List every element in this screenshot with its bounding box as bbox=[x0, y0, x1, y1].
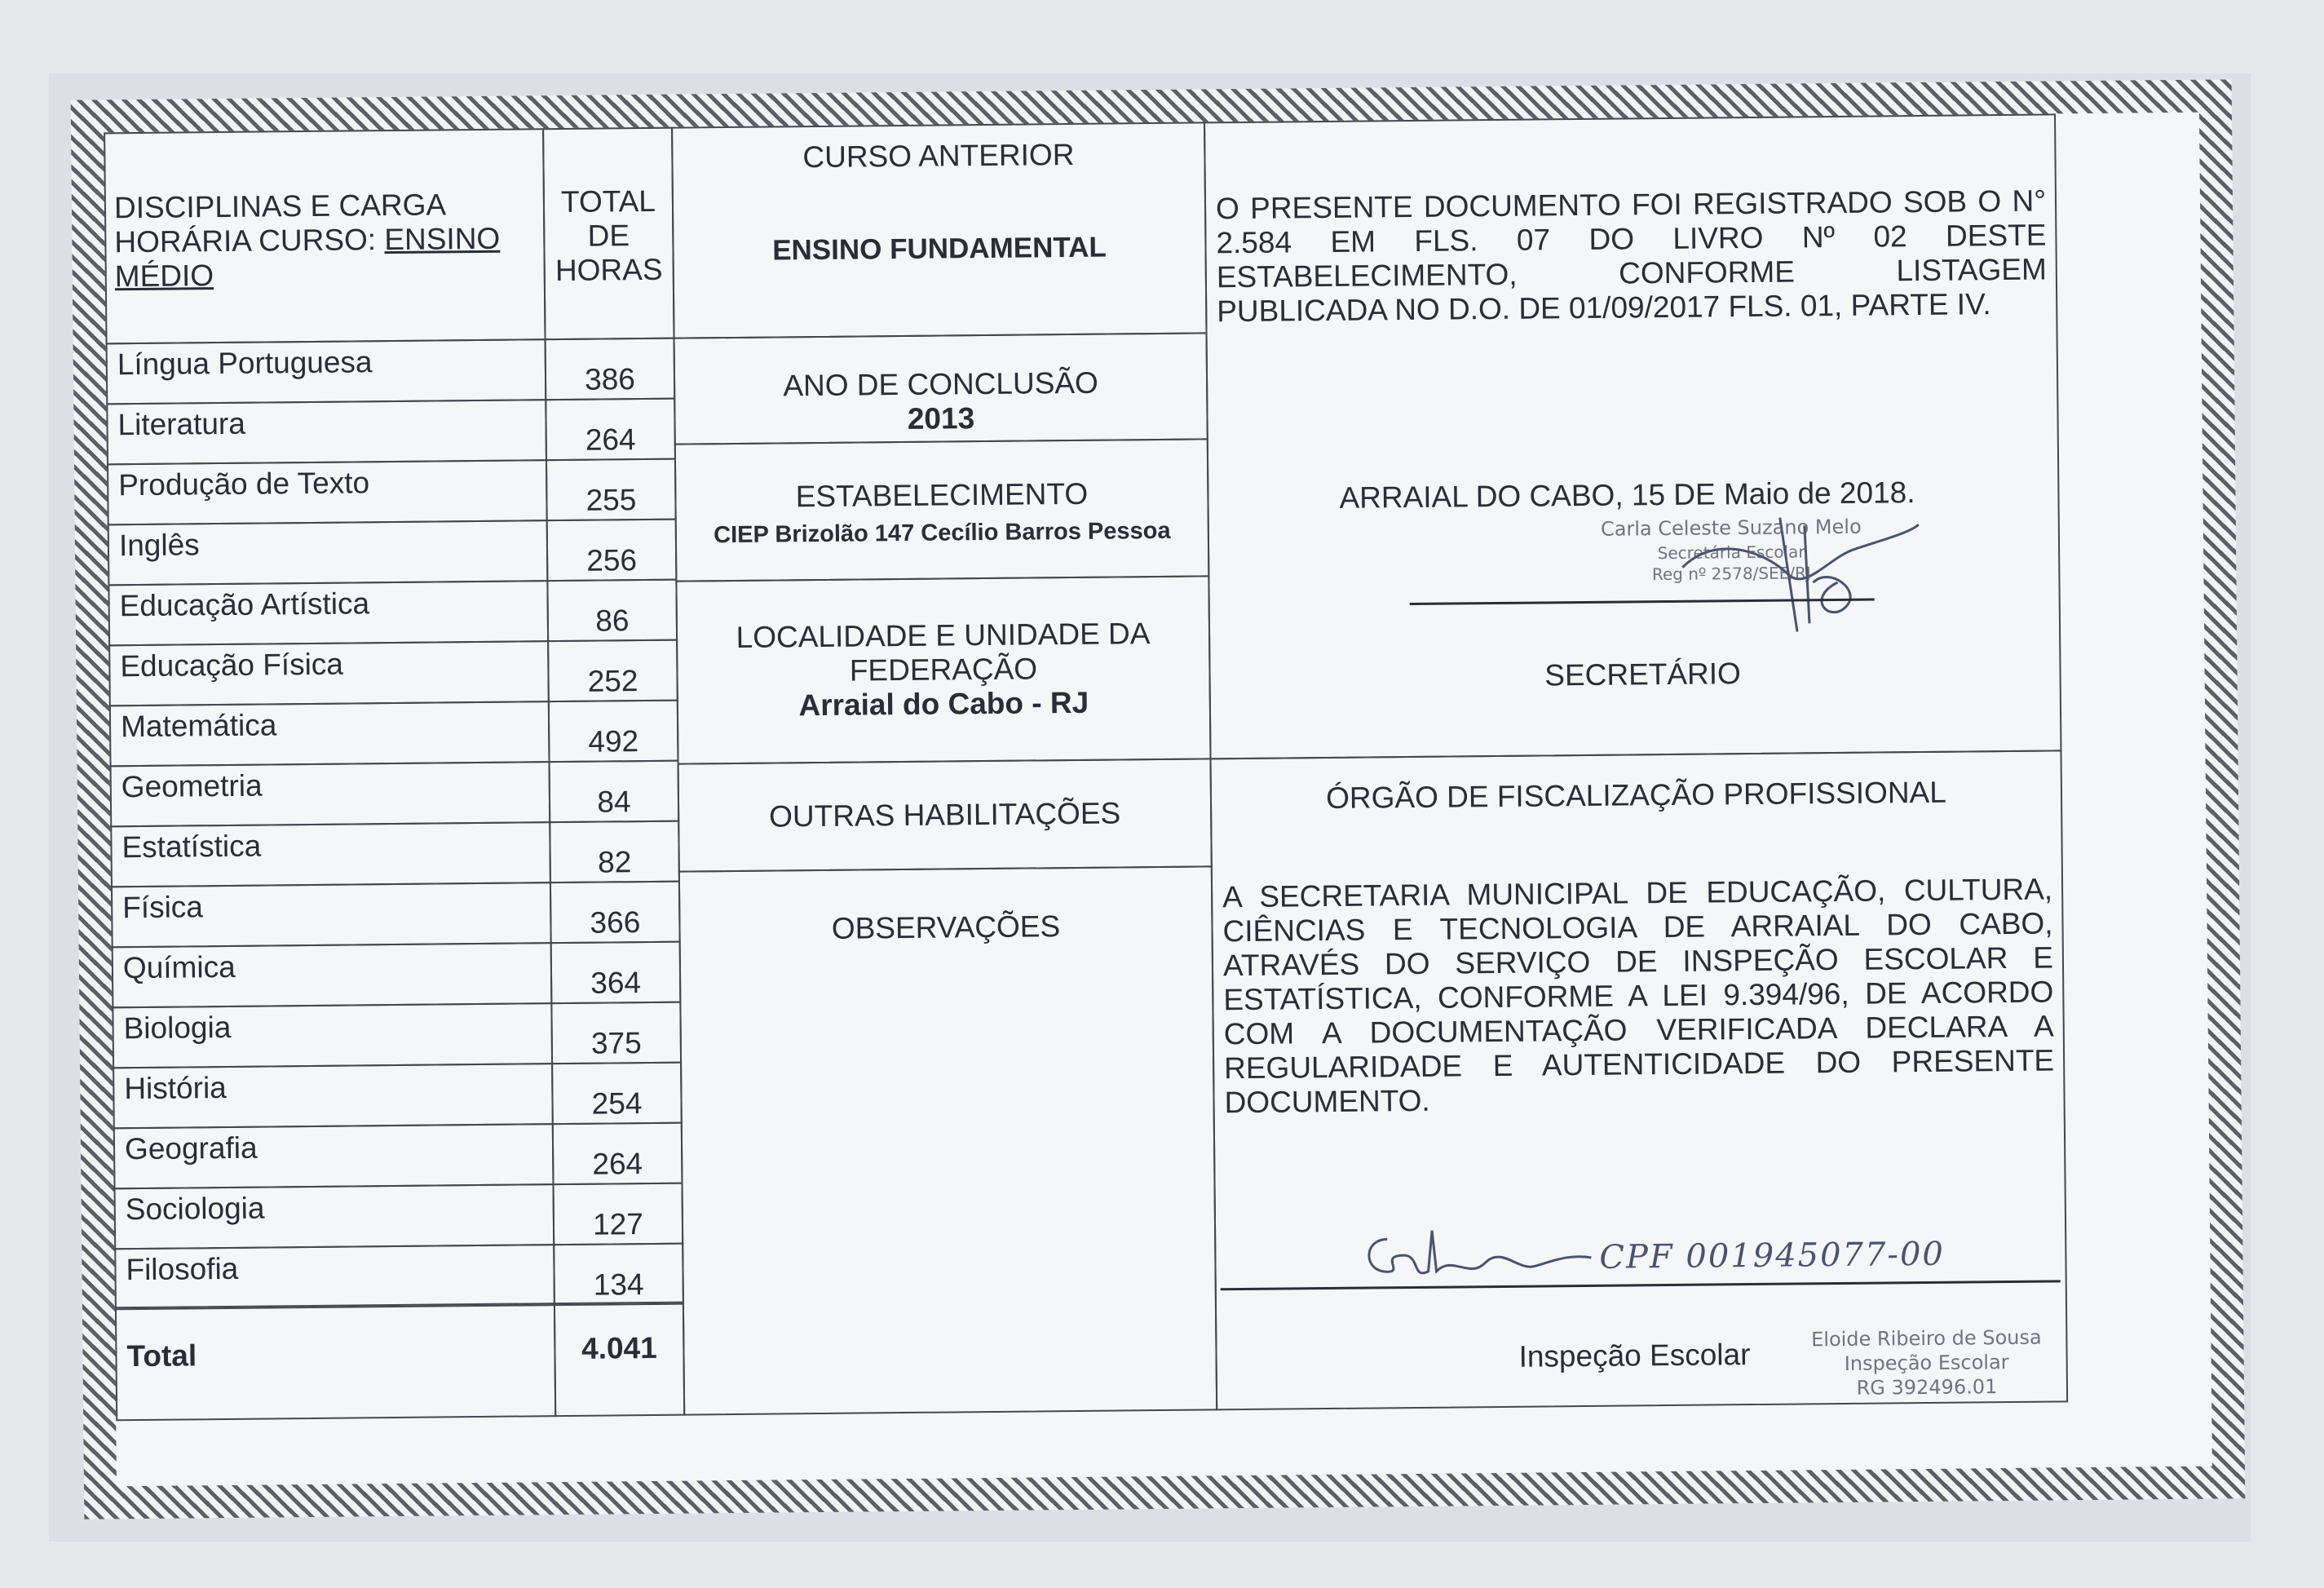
discipline-name: Geometria bbox=[121, 768, 263, 804]
discipline-name-cell bbox=[108, 640, 550, 706]
discipline-hours: 255 bbox=[585, 483, 637, 517]
discipline-name: Física bbox=[122, 890, 204, 925]
location-label-line1: LOCALIDADE E UNIDADE DA bbox=[736, 617, 1151, 654]
hours-header-cell bbox=[542, 127, 674, 341]
inspector-signature-line bbox=[1221, 1280, 2061, 1290]
certificate-sheet bbox=[104, 113, 2212, 1487]
discipline-hours-cell bbox=[549, 760, 680, 824]
conclusion-year-value: 2013 bbox=[907, 401, 975, 436]
inspector-stamp-role: Inspeção Escolar bbox=[1844, 1351, 2009, 1375]
discipline-name: Matemática bbox=[120, 708, 277, 744]
discipline-hours-cell bbox=[550, 941, 682, 1005]
discipline-hours-cell bbox=[546, 579, 678, 643]
registry-cell bbox=[1204, 113, 2061, 759]
inspector-cpf-note: CPF 001945077-00 bbox=[1599, 1235, 1946, 1276]
location-label-line2: FEDERAÇÃO bbox=[849, 652, 1038, 688]
oversight-cell bbox=[1210, 750, 2069, 1410]
discipline-hours: 492 bbox=[588, 724, 639, 759]
discipline-name-cell bbox=[109, 701, 550, 767]
disciplines-header-line2: HORÁRIA CURSO: ENSINO bbox=[114, 221, 501, 259]
discipline-name: Estatística bbox=[122, 829, 262, 865]
location-value: Arraial do Cabo - RJ bbox=[798, 685, 1089, 723]
discipline-hours-cell bbox=[552, 1183, 683, 1246]
previous-course-label: CURSO ANTERIOR bbox=[802, 137, 1075, 175]
discipline-hours: 254 bbox=[591, 1086, 643, 1121]
discipline-hours-cell bbox=[553, 1243, 684, 1307]
hours-header-line3: HORAS bbox=[554, 252, 663, 288]
school-label: ESTABELECIMENTO bbox=[795, 476, 1089, 514]
inspector-stamp-name: Eloide Ribeiro de Sousa bbox=[1811, 1325, 2042, 1351]
discipline-name-cell bbox=[114, 1244, 555, 1310]
inspection-label: Inspeção Escolar bbox=[1518, 1338, 1751, 1373]
previous-course-cell bbox=[671, 122, 1207, 338]
discipline-name-cell bbox=[106, 338, 547, 405]
oversight-text-line5: COM A DOCUMENTAÇÃO VERIFICADA DECLARA A bbox=[1223, 1009, 2054, 1051]
discipline-name-cell bbox=[107, 459, 548, 525]
notes-label: OBSERVAÇÕES bbox=[831, 909, 1061, 945]
discipline-hours: 386 bbox=[584, 362, 636, 396]
disciplines-header-line3: MÉDIO bbox=[114, 259, 214, 294]
discipline-name: Inglês bbox=[118, 528, 200, 563]
discipline-name: Geografia bbox=[124, 1130, 258, 1166]
discipline-hours-cell bbox=[546, 519, 678, 582]
discipline-name: História bbox=[124, 1070, 227, 1106]
discipline-name-cell bbox=[113, 1063, 554, 1129]
discipline-name-cell bbox=[106, 399, 547, 465]
previous-course-value: ENSINO FUNDAMENTAL bbox=[772, 231, 1107, 267]
discipline-name: Biologia bbox=[123, 1010, 232, 1046]
notes-cell bbox=[678, 865, 1217, 1415]
hours-header-line2: DE bbox=[587, 219, 630, 253]
registry-text-line2: 2.584 EM FLS. 07 DO LIVRO Nº 02 DESTE bbox=[1216, 218, 2047, 260]
oversight-text-line1: A SECRETARIA MUNICIPAL DE EDUCAÇÃO, CULTURA, bbox=[1222, 872, 2053, 914]
hours-header-line1: TOTAL bbox=[560, 184, 656, 219]
discipline-name-cell bbox=[113, 1123, 554, 1189]
discipline-hours-cell bbox=[549, 821, 680, 884]
conclusion-year-label: ANO DE CONCLUSÃO bbox=[783, 365, 1099, 403]
discipline-hours-cell bbox=[548, 700, 679, 763]
oversight-text-line2: CIÊNCIAS E TECNOLOGIA DE ARRAIAL DO CABO, bbox=[1222, 906, 2053, 949]
discipline-name-cell bbox=[108, 520, 549, 586]
other-qualifications-label: OUTRAS HABILITAÇÕES bbox=[768, 796, 1121, 834]
discipline-hours-cell bbox=[552, 1122, 683, 1186]
total-label-cell bbox=[115, 1303, 556, 1421]
discipline-hours-cell bbox=[546, 458, 677, 522]
other-qualifications-cell bbox=[678, 758, 1213, 872]
discipline-name: Filosofia bbox=[126, 1251, 239, 1287]
school-value: CIEP Brizolão 147 Cecílio Barros Pessoa bbox=[714, 517, 1171, 549]
total-value: 4.041 bbox=[581, 1330, 657, 1365]
discipline-hours: 264 bbox=[585, 422, 636, 457]
discipline-name-cell bbox=[114, 1183, 555, 1250]
discipline-name: Educação Física bbox=[120, 647, 344, 683]
discipline-hours: 82 bbox=[597, 845, 632, 879]
discipline-hours-cell bbox=[547, 639, 678, 703]
discipline-hours-cell bbox=[551, 1062, 683, 1126]
discipline-name: Produção de Texto bbox=[118, 466, 370, 502]
discipline-name-cell bbox=[112, 942, 553, 1008]
registry-text-line3: ESTABELECIMENTO, CONFORME LISTAGEM bbox=[1216, 252, 2048, 294]
school-cell bbox=[674, 438, 1210, 582]
discipline-name-cell bbox=[110, 761, 551, 827]
discipline-hours-cell bbox=[545, 398, 676, 462]
discipline-name: Química bbox=[122, 949, 236, 985]
inspector-stamp-rg: RG 392496.01 bbox=[1856, 1375, 1998, 1400]
total-value-cell bbox=[554, 1302, 685, 1418]
discipline-hours-cell bbox=[550, 1002, 682, 1065]
oversight-text-line3: ATRAVÉS DO SERVIÇO DE INSPEÇÃO ESCOLAR E bbox=[1222, 940, 2054, 983]
registry-text-line1: O PRESENTE DOCUMENTO FOI REGISTRADO SOB O N° bbox=[1215, 184, 2047, 226]
discipline-hours: 256 bbox=[586, 543, 638, 577]
discipline-name: Sociologia bbox=[125, 1191, 265, 1227]
discipline-name-cell bbox=[108, 580, 549, 646]
discipline-hours: 134 bbox=[593, 1267, 644, 1302]
discipline-hours: 127 bbox=[592, 1207, 644, 1241]
discipline-name-cell bbox=[110, 821, 551, 887]
discipline-hours-cell bbox=[545, 338, 676, 401]
discipline-name: Língua Portuguesa bbox=[117, 345, 373, 382]
secretary-stamp-role: Secretária Escolar bbox=[1657, 542, 1805, 564]
oversight-text-line7: DOCUMENTO. bbox=[1224, 1083, 1430, 1120]
discipline-name-cell bbox=[111, 882, 552, 948]
total-label: Total bbox=[126, 1338, 197, 1373]
registry-text-line4: PUBLICADA NO D.O. DE 01/09/2017 FLS. 01, PARTE IV. bbox=[1217, 287, 1991, 329]
oversight-text-line6: REGULARIDADE E AUTENTICIDADE DO PRESENTE bbox=[1223, 1043, 2055, 1086]
oversight-title: ÓRGÃO DE FISCALIZAÇÃO PROFISSIONAL bbox=[1325, 775, 1947, 816]
discipline-name: Literatura bbox=[117, 406, 246, 442]
disciplines-header-cell bbox=[104, 128, 546, 344]
discipline-hours: 86 bbox=[595, 604, 630, 638]
conclusion-year-cell bbox=[674, 332, 1208, 445]
discipline-hours: 264 bbox=[592, 1147, 643, 1181]
discipline-hours: 375 bbox=[590, 1026, 642, 1060]
secretary-title: SECRETÁRIO bbox=[1544, 657, 1742, 692]
discipline-hours: 366 bbox=[590, 905, 641, 940]
discipline-hours: 364 bbox=[590, 966, 642, 1000]
secretary-stamp-name: Carla Celeste Suzano Melo bbox=[1600, 515, 1862, 541]
discipline-hours-cell bbox=[550, 881, 681, 944]
discipline-hours: 252 bbox=[587, 664, 638, 698]
place-and-date: ARRAIAL DO CABO, 15 DE Maio de 2018. bbox=[1339, 476, 1915, 515]
secretary-stamp-registration: Reg nº 2578/SEE/RJ bbox=[1651, 563, 1811, 585]
discipline-name-cell bbox=[112, 1002, 553, 1068]
discipline-hours: 84 bbox=[597, 785, 631, 819]
oversight-text-line4: ESTATÍSTICA, CONFORME A LEI 9.394/96, DE ACORDO bbox=[1223, 975, 2054, 1017]
disciplines-header-line1: DISCIPLINAS E CARGA bbox=[113, 188, 447, 225]
discipline-name: Educação Artística bbox=[119, 586, 370, 623]
location-cell bbox=[675, 575, 1211, 764]
